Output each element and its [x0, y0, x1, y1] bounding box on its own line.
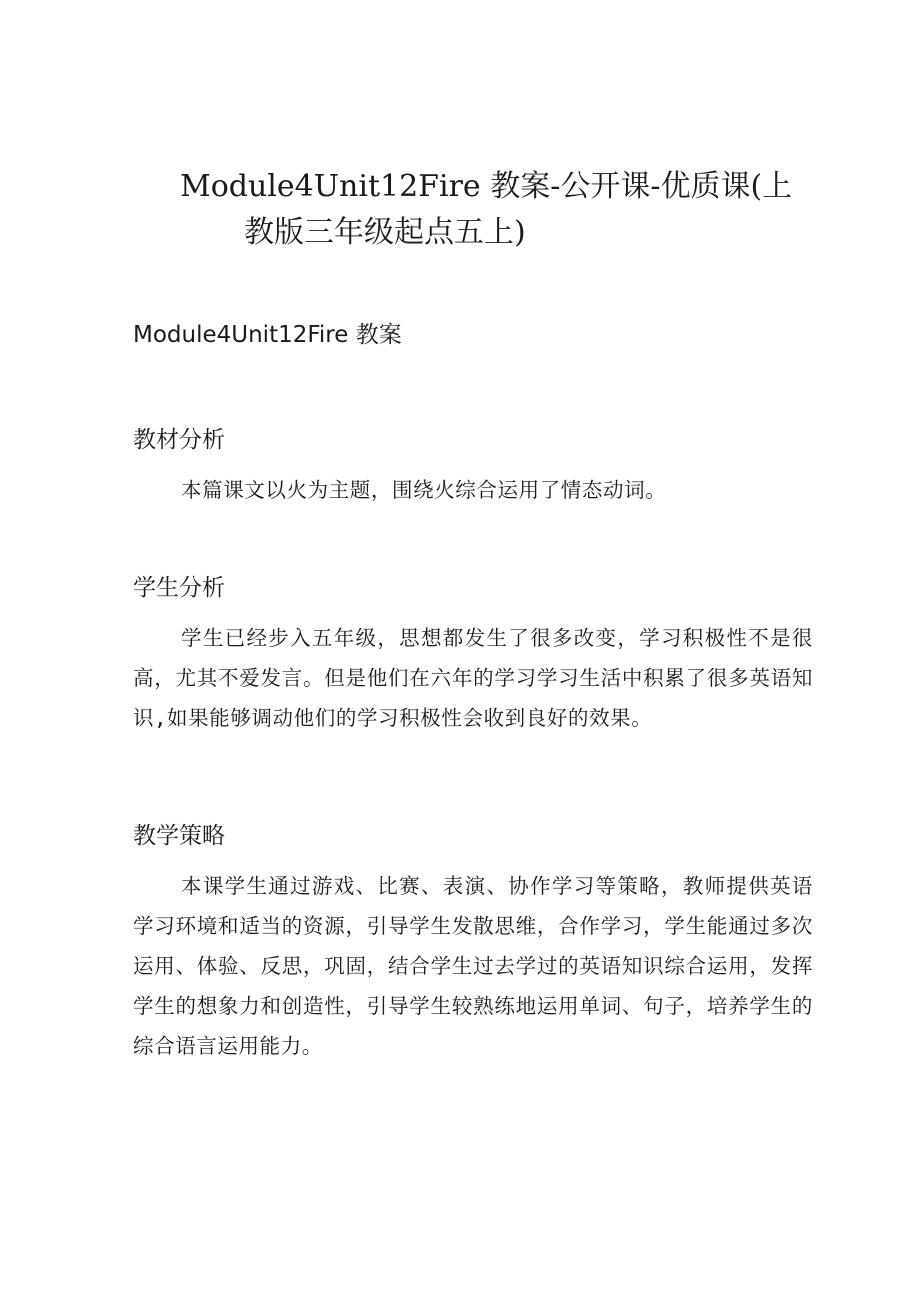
section-body: 学生已经步入五年级，思想都发生了很多改变，学习积极性不是很高，尤其不爱发言。但是他们在六年的学习学习生活中积累了很多英语知识,如果能够调动他们的学习积极性会收到良好的效果。: [133, 626, 813, 730]
section-heading: 教学策略: [133, 823, 225, 849]
section-heading: 学生分析: [133, 575, 225, 601]
document-title: [180, 164, 820, 256]
section-textbook-analysis: [133, 424, 813, 510]
document-title-line-1: Module4Unit12Fire 教案-公开课-优质课(上: [180, 169, 793, 204]
section-heading: 教材分析: [133, 427, 225, 453]
document-subtitle: Module4Unit12Fire 教案: [133, 322, 402, 348]
section-student-analysis: [133, 572, 813, 738]
section-body: 本课学生通过游戏、比赛、表演、协作学习等策略，教师提供英语学习环境和适当的资源，引导学生发散思维，合作学习，学生能通过多次运用、体验、反思，巩固，结合学生过去学过的英语知识综合运用，发挥学生的想象力和创造性，引导学生较熟练地运用单词、句子，培养学生的综合语言运用能力。: [133, 874, 813, 1058]
document-title-line-2: 教版三年级起点五上): [244, 215, 526, 250]
section-teaching-strategy: [133, 820, 813, 1066]
section-body: 本篇课文以火为主题，围绕火综合运用了情态动词。: [181, 478, 667, 502]
